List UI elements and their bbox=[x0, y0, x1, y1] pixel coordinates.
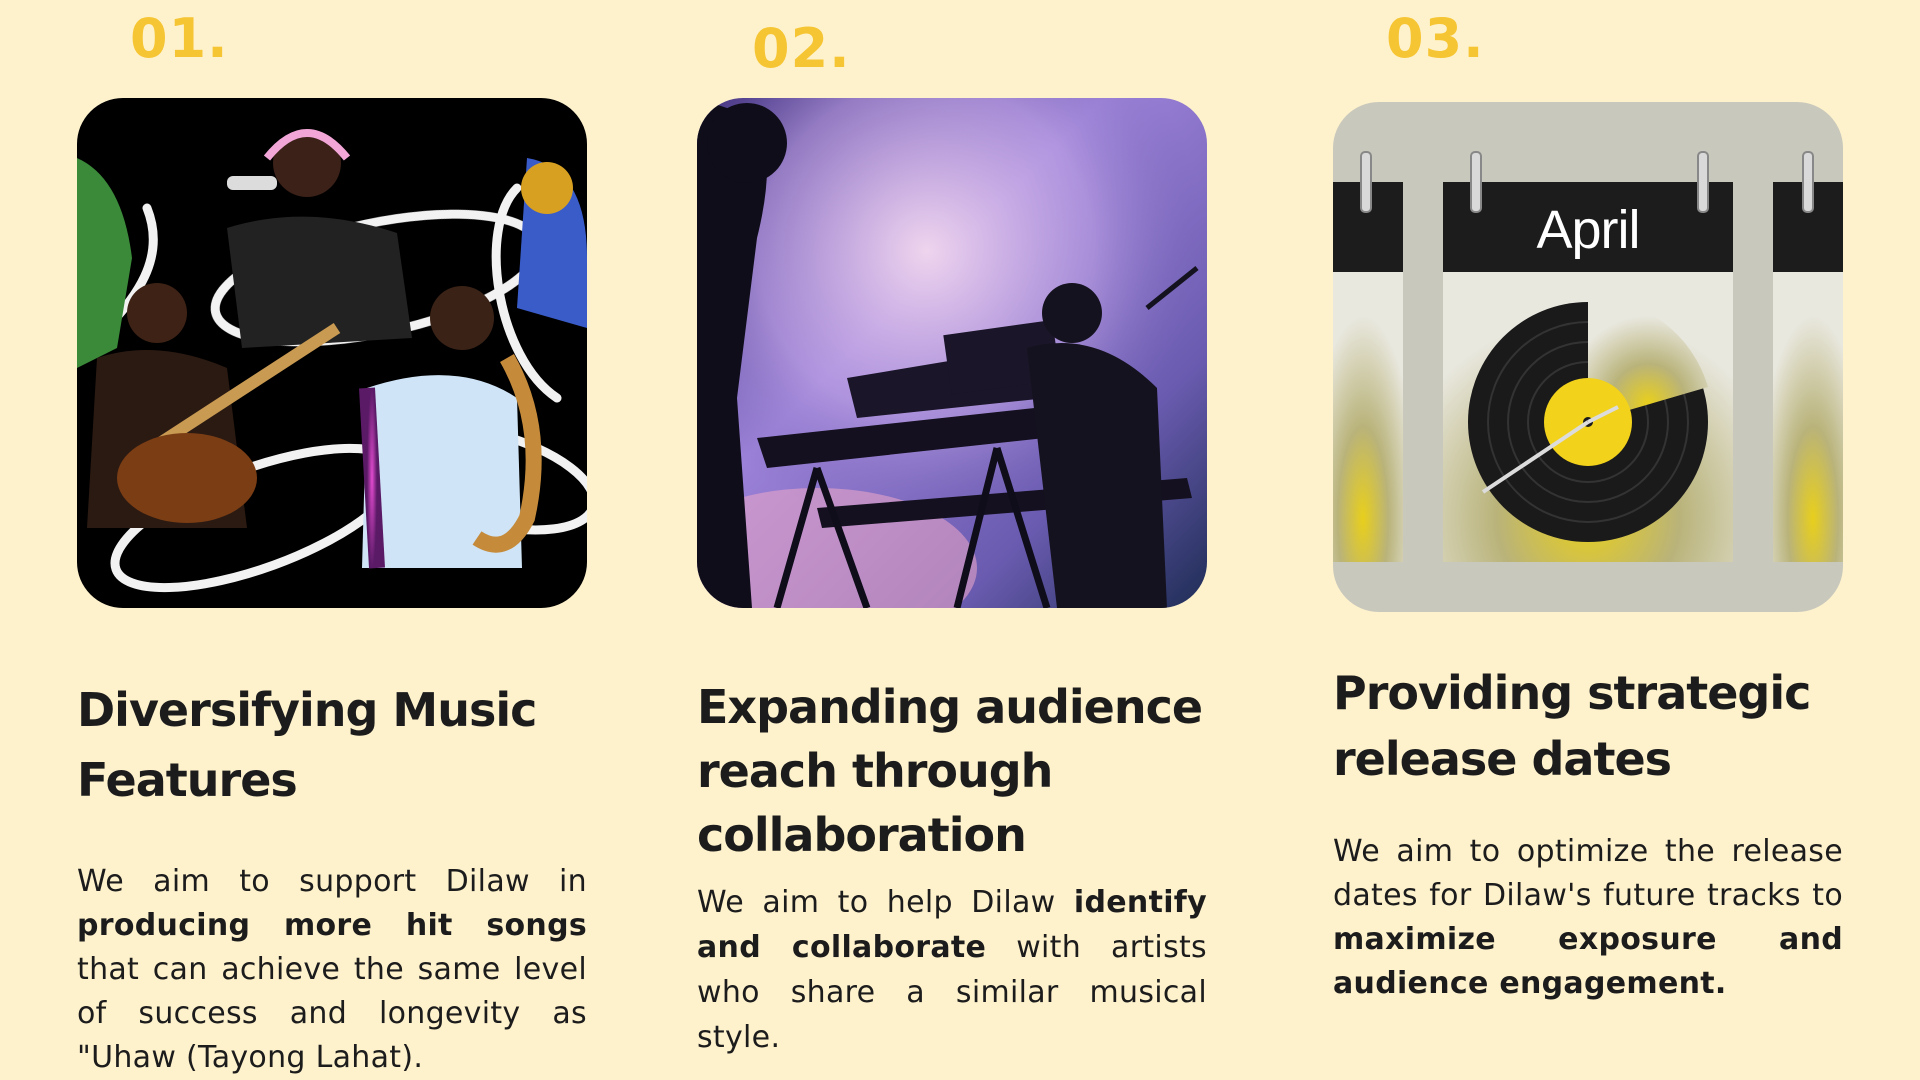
step-number-2: 02. bbox=[752, 17, 851, 80]
body-bold-part: maximize exposure and audience engagement. bbox=[1333, 922, 1843, 1001]
body-expanding-audience bbox=[697, 880, 1207, 1060]
heading-expanding-audience bbox=[697, 675, 1202, 867]
heading-diversifying-music bbox=[77, 675, 536, 815]
body-text-part: that can achieve the same level of success and longevity as "Uhaw (Tayong Lahat). bbox=[77, 952, 587, 1075]
step-number-1: 01. bbox=[130, 7, 229, 70]
body-text-part: We aim to support Dilaw in bbox=[77, 864, 587, 899]
heading-line: Features bbox=[77, 753, 297, 807]
heading-line: collaboration bbox=[697, 808, 1026, 862]
heading-line: reach through bbox=[697, 744, 1053, 798]
heading-line: release dates bbox=[1333, 732, 1672, 786]
step-number-3: 03. bbox=[1386, 7, 1485, 70]
calendar-month-label: April bbox=[1536, 200, 1640, 260]
body-strategic-release bbox=[1333, 830, 1843, 1006]
heading-strategic-release bbox=[1333, 660, 1810, 792]
body-bold-part: identify and collaborate bbox=[697, 885, 1207, 965]
body-text-part: We aim to optimize the release dates for Dilaw's future tracks to bbox=[1333, 834, 1843, 913]
body-text-part: We aim to help Dilaw bbox=[697, 885, 1056, 920]
heading-line: Diversifying Music bbox=[77, 683, 537, 737]
body-diversifying-music bbox=[77, 860, 587, 1080]
body-bold-part: producing more hit songs bbox=[77, 908, 587, 943]
musicians-photo bbox=[77, 98, 587, 608]
calendar-record-photo bbox=[1333, 102, 1843, 612]
heading-line: Expanding audience bbox=[697, 680, 1203, 734]
heading-line: Providing strategic bbox=[1333, 666, 1811, 720]
keyboard-players-photo bbox=[697, 98, 1207, 608]
body-text-part: with artists who share a similar musical style. bbox=[697, 930, 1207, 1055]
